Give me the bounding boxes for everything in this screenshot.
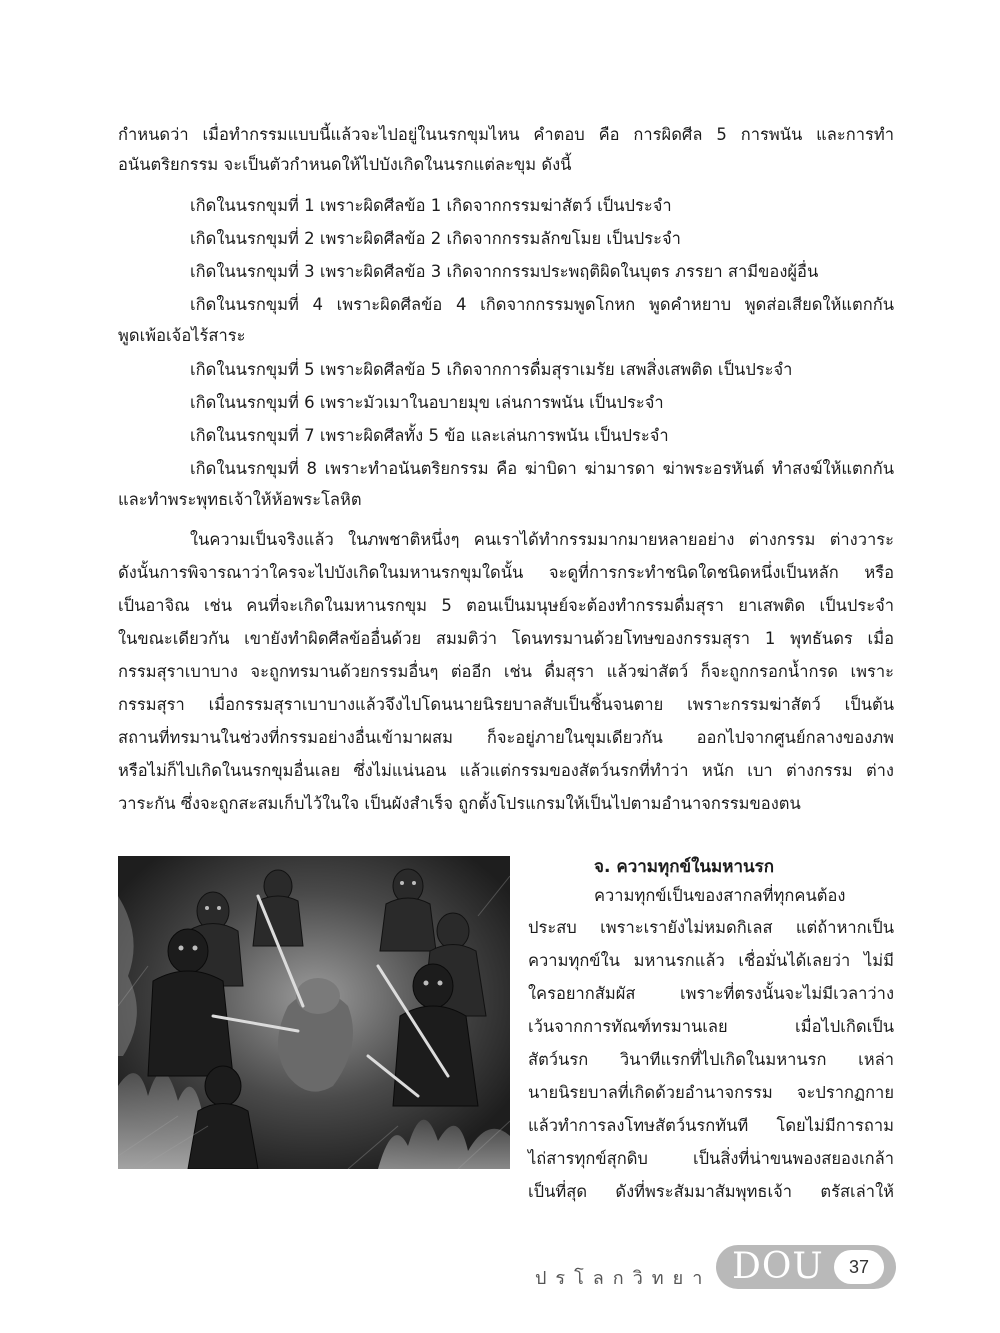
paragraph-line: เว้นจากการทัณฑ์ทรมานเลย เมื่อไปเกิดเป็น bbox=[528, 1017, 894, 1036]
dou-logo: DOU bbox=[732, 1246, 824, 1287]
list-item-continuation: และทำพระพุทธเจ้าให้ห้อพระโลหิต bbox=[118, 490, 362, 509]
list-item: เกิดในนรกขุมที่ 3 เพราะผิดศีลข้อ 3 เกิดจากกรรมประพฤติผิดในบุตร ภรรยา สามีของผู้อื่น bbox=[190, 262, 819, 281]
list-item-continuation: พูดเพ้อเจ้อไร้สาระ bbox=[118, 326, 246, 345]
paragraph-line: กรรมสุรา เมื่อกรรมสุราเบาบางแล้วจึงไปโดนนายนิรยบาลสับเป็นชิ้นจนตาย เพราะกรรมฆ่าสัตว์ เป็นต้น bbox=[118, 695, 894, 714]
paragraph-line: หรือไม่ก็ไปเกิดในนรกขุมอื่นเลย ซึ่งไม่แน่นอน แล้วแต่กรรมของสัตว์นรกที่ทำว่า หนัก เบา ต่างกรรม ต่าง bbox=[118, 761, 894, 780]
paragraph-line: กำหนดว่า เมื่อทำกรรมแบบนี้แล้วจะไปอยู่ในนรกขุมไหน คำตอบ คือ การผิดศีล 5 การพนัน และการทำ bbox=[118, 125, 894, 144]
page-number: 37 bbox=[834, 1250, 884, 1284]
paragraph-line: เป็นอาจิณ เช่น คนที่จะเกิดในมหานรกขุม 5 ตอนเป็นมนุษย์จะต้องทำกรรมดื่มสุรา ยาเสพติด เป็นประจำ bbox=[118, 596, 894, 615]
list-item: เกิดในนรกขุมที่ 7 เพราะผิดศีลทั้ง 5 ข้อ และเล่นการพนัน เป็นประจำ bbox=[190, 426, 669, 445]
hell-illustration bbox=[118, 856, 510, 1169]
list-item: เกิดในนรกขุมที่ 8 เพราะทำอนันตริยกรรม คือ ฆ่าบิดา ฆ่ามารดา ฆ่าพระอรหันต์ ทำสงฆ์ให้แตกกัน bbox=[190, 459, 894, 478]
paragraph-line: ดังนั้นการพิจารณาว่าใครจะไปบังเกิดในมหานรกขุมใดนั้น จะดูที่การกระทำชนิดใดชนิดหนึ่งเป็นหลัก หรือ bbox=[118, 563, 894, 582]
paragraph-line: เป็นที่สุด ดังที่พระสัมมาสัมพุทธเจ้า ตรัสเล่าให้ bbox=[528, 1182, 894, 1201]
list-item: เกิดในนรกขุมที่ 1 เพราะผิดศีลข้อ 1 เกิดจากกรรมฆ่าสัตว์ เป็นประจำ bbox=[190, 196, 672, 215]
list-item: เกิดในนรกขุมที่ 4 เพราะผิดศีลข้อ 4 เกิดจากกรรมพูดโกหก พูดคำหยาบ พูดส่อเสียดให้แตกกัน bbox=[190, 295, 894, 314]
list-item: เกิดในนรกขุมที่ 5 เพราะผิดศีลข้อ 5 เกิดจากการดื่มสุราเมรัย เสพสิ่งเสพติด เป็นประจำ bbox=[190, 360, 793, 379]
paragraph-line: แล้วทำการลงโทษสัตว์นรกทันที โดยไม่มีการถาม bbox=[528, 1116, 894, 1135]
list-item: เกิดในนรกขุมที่ 2 เพราะผิดศีลข้อ 2 เกิดจากกรรมลักขโมย เป็นประจำ bbox=[190, 229, 681, 248]
footer-book-title: ปรโลกวิทยา bbox=[535, 1268, 712, 1289]
paragraph-line: ความทุกข์ใน มหานรกแล้ว เชื่อมั่นได้เลยว่า ไม่มี bbox=[528, 951, 894, 970]
paragraph-line: นายนิรยบาลที่เกิดด้วยอำนาจกรรม จะปรากฏกาย bbox=[528, 1083, 894, 1102]
paragraph-line: ประสบ เพราะเรายังไม่หมดกิเลส แต่ถ้าหากเป็น bbox=[528, 918, 894, 937]
paragraph-line: ความทุกข์เป็นของสากลที่ทุกคนต้อง bbox=[594, 886, 846, 905]
paragraph-line: ในขณะเดียวกัน เขายังทำผิดศีลข้ออื่นด้วย สมมติว่า โดนทรมานด้วยโทษของกรรมสุรา 1 พุทธันดร เมื่อ bbox=[118, 629, 894, 648]
paragraph-line: ไถ่สารทุกข์สุกดิบ เป็นสิ่งที่น่าขนพองสยองเกล้า bbox=[528, 1149, 894, 1168]
paragraph-line: สถานที่ทรมานในช่วงที่กรรมอย่างอื่นเข้ามาผสม ก็จะอยู่ภายในขุมเดียวกัน ออกไปจากศูนย์กลางของภพ bbox=[118, 728, 894, 747]
paragraph-line: ในความเป็นจริงแล้ว ในภพชาติหนึ่งๆ คนเราได้ทำกรรมมากมายหลายอย่าง ต่างกรรม ต่างวาระ bbox=[190, 530, 894, 549]
paragraph-line: ใครอยากสัมผัส เพราะที่ตรงนั้นจะไม่มีเวลาว่าง bbox=[528, 984, 894, 1003]
paragraph-line: วาระกัน ซึ่งจะถูกสะสมเก็บไว้ในใจ เป็นผังสำเร็จ ถูกตั้งโปรแกรมให้เป็นไปตามอำนาจกรรมของตน bbox=[118, 794, 801, 813]
list-item: เกิดในนรกขุมที่ 6 เพราะมัวเมาในอบายมุข เล่นการพนัน เป็นประจำ bbox=[190, 393, 664, 412]
paragraph-line: กรรมสุราเบาบาง จะถูกทรมานด้วยกรรมอื่นๆ ต่ออีก เช่น ดื่มสุรา แล้วฆ่าสัตว์ ก็จะถูกกรอกน้ำกรด เพราะ bbox=[118, 662, 894, 681]
paragraph-line: สัตว์นรก วินาทีแรกที่ไปเกิดในมหานรก เหล่า bbox=[528, 1050, 894, 1069]
paragraph-line: อนันตริยกรรม จะเป็นตัวกำหนดให้ไปบังเกิดในนรกแต่ละขุม ดังนี้ bbox=[118, 155, 572, 174]
section-heading: จ. ความทุกข์ในมหานรก bbox=[594, 857, 775, 877]
footer-badge bbox=[716, 1245, 896, 1289]
